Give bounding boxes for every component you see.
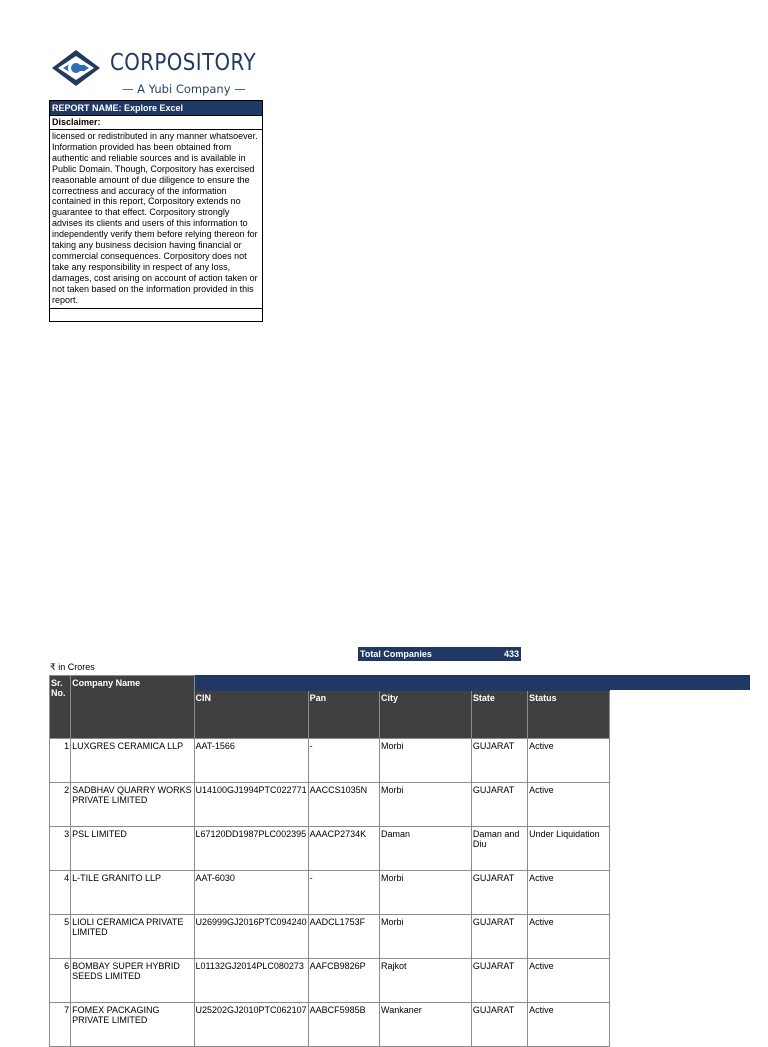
- table-row: [50, 1003, 610, 1047]
- header-company-name: Company Name: [71, 676, 194, 739]
- cell-cin: U26999GJ2016PTC094240: [194, 915, 308, 959]
- report-name: REPORT NAME: Explore Excel: [50, 101, 262, 115]
- cell-sr-no: 5: [50, 915, 71, 959]
- cell-status: Active: [528, 871, 610, 915]
- cell-pan: -: [308, 739, 379, 783]
- cell-sr-no: 2: [50, 783, 71, 827]
- header-state: State: [471, 691, 527, 739]
- cell-status: Active: [528, 959, 610, 1003]
- cell-status: Active: [528, 1003, 610, 1047]
- cell-cin: AAT-1566: [194, 739, 308, 783]
- cell-status: Active: [528, 915, 610, 959]
- header-pan: Pan: [308, 691, 379, 739]
- table-row: [50, 739, 610, 783]
- cell-cin: AAT-6030: [194, 871, 308, 915]
- cell-company-name: PSL LIMITED: [71, 827, 194, 871]
- header-band-cell: [194, 676, 610, 691]
- cell-city: Daman: [380, 827, 472, 871]
- disclaimer-text: licensed or redistributed in any manner whatsoever. Information provided has been obtained from authentic and reliable sources and is available in Public Domain. Though, Corpository has exercised reasonable amount of due diligence to ensure the correctness and accuracy of the information contained in this report, Corpository extends no guarantee to that effect. Corpository strongly advises its clients and users of this information to independently verify them before relying thereon for taking any business decision having financial or commercial consequences. Corpository does not take any responsibility in respect of any loss, damages, cost arising on account of action taken or not taken based on the information provided in this report.: [52, 131, 258, 305]
- header-status: Status: [528, 691, 610, 739]
- cell-pan: AAFCB9826P: [308, 959, 379, 1003]
- cell-status: Active: [528, 783, 610, 827]
- cell-sr-no: 7: [50, 1003, 71, 1047]
- companies-table: [49, 675, 610, 1047]
- cell-cin: L67120DD1987PLC002395: [194, 827, 308, 871]
- logo-wordmark: CORPOSITORY: [110, 50, 256, 76]
- report-info-box: [49, 100, 263, 322]
- table-row: [50, 783, 610, 827]
- empty-cell: [50, 308, 262, 321]
- cell-pan: AAACP2734K: [308, 827, 379, 871]
- cell-company-name: L-TILE GRANITO LLP: [71, 871, 194, 915]
- cell-state: GUJARAT: [471, 1003, 527, 1047]
- corpository-logo-icon: [50, 48, 102, 88]
- cell-company-name: BOMBAY SUPER HYBRID SEEDS LIMITED: [71, 959, 194, 1003]
- cell-cin: U14100GJ1994PTC022771: [194, 783, 308, 827]
- cell-sr-no: 4: [50, 871, 71, 915]
- cell-sr-no: 3: [50, 827, 71, 871]
- cell-status: Active: [528, 739, 610, 783]
- cell-state: Daman and Diu: [471, 827, 527, 871]
- cell-pan: -: [308, 871, 379, 915]
- cell-status: Under Liquidation: [528, 827, 610, 871]
- cell-city: Morbi: [380, 871, 472, 915]
- total-companies-cell: [358, 647, 521, 661]
- table-row: [50, 827, 610, 871]
- cell-sr-no: 1: [50, 739, 71, 783]
- total-companies-value: 433: [503, 649, 519, 659]
- table-row: [50, 915, 610, 959]
- table-row: [50, 871, 610, 915]
- cell-state: GUJARAT: [471, 959, 527, 1003]
- cell-cin: U25202GJ2010PTC062107: [194, 1003, 308, 1047]
- cell-state: GUJARAT: [471, 783, 527, 827]
- currency-units-note: ₹ in Crores: [50, 662, 95, 672]
- total-companies-label: Total Companies: [360, 649, 432, 659]
- cell-pan: AABCF5985B: [308, 1003, 379, 1047]
- cell-state: GUJARAT: [471, 739, 527, 783]
- cell-cin: L01132GJ2014PLC080273: [194, 959, 308, 1003]
- cell-state: GUJARAT: [471, 871, 527, 915]
- cell-pan: AACCS1035N: [308, 783, 379, 827]
- cell-pan: AADCL1753F: [308, 915, 379, 959]
- cell-company-name: LUXGRES CERAMICA LLP: [71, 739, 194, 783]
- cell-city: Morbi: [380, 783, 472, 827]
- header-sr-no: Sr. No.: [50, 676, 71, 739]
- cell-sr-no: 6: [50, 959, 71, 1003]
- cell-company-name: LIOLI CERAMICA PRIVATE LIMITED: [71, 915, 194, 959]
- cell-company-name: FOMEX PACKAGING PRIVATE LIMITED: [71, 1003, 194, 1047]
- corpository-logo: [50, 48, 255, 100]
- cell-city: Morbi: [380, 739, 472, 783]
- cell-company-name: SADBHAV QUARRY WORKS PRIVATE LIMITED: [71, 783, 194, 827]
- cell-city: Wankaner: [380, 1003, 472, 1047]
- table-row: [50, 959, 610, 1003]
- header-city: City: [380, 691, 472, 739]
- cell-state: GUJARAT: [471, 915, 527, 959]
- logo-tagline: — A Yubi Company —: [122, 82, 246, 96]
- cell-city: Morbi: [380, 915, 472, 959]
- header-cin: CIN: [194, 691, 308, 739]
- cell-city: Rajkot: [380, 959, 472, 1003]
- disclaimer-heading: Disclaimer:: [50, 115, 262, 130]
